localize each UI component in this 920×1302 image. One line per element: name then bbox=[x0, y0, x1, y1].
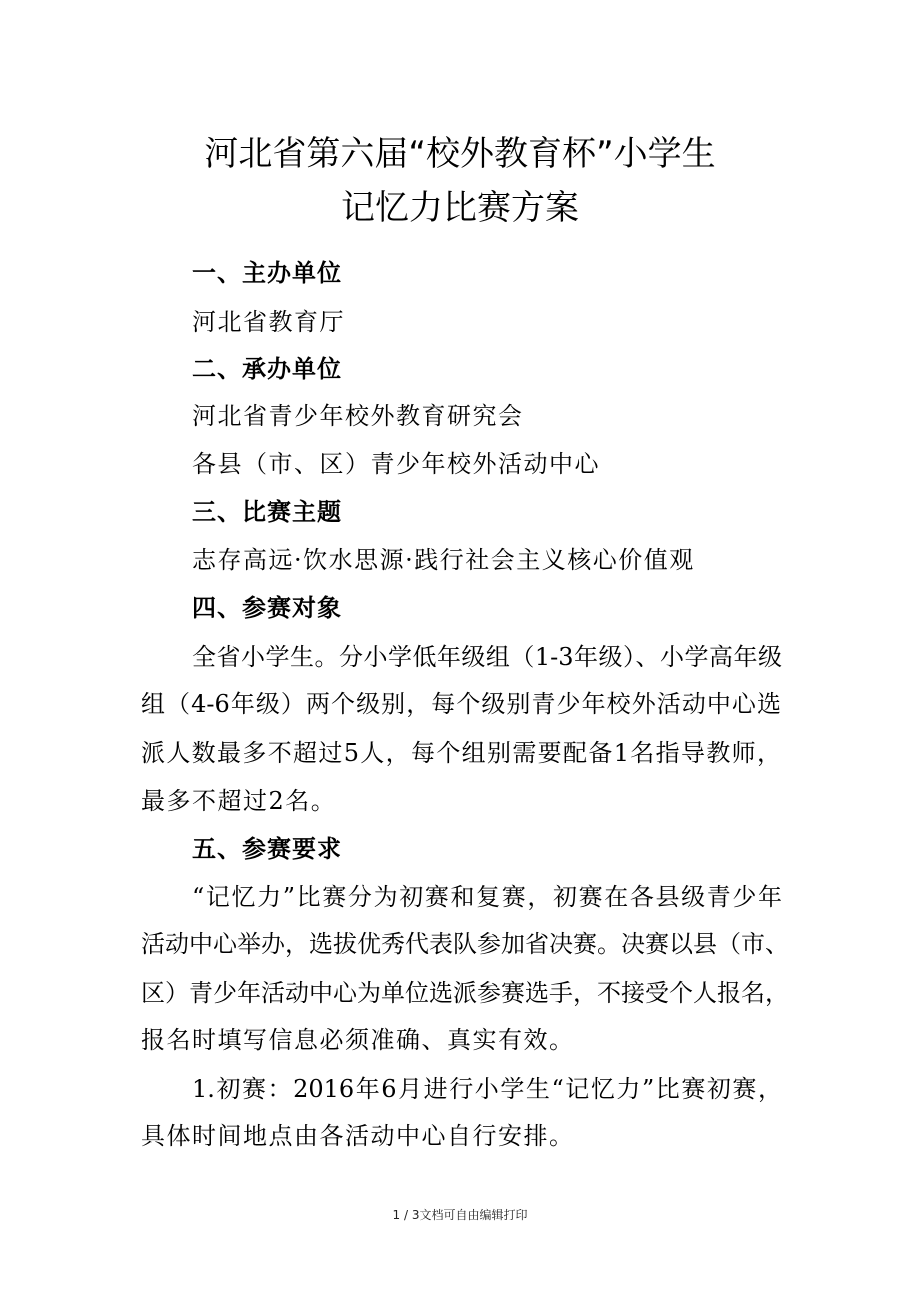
requirements-text-3: 区）青少年活动中心为单位选派参赛选手，不接受个人报名， bbox=[141, 979, 789, 1007]
co-organizer-text-2: 各县（市、区）青少年校外活动中心 bbox=[192, 450, 600, 478]
preliminary-item-text-1: 1.初赛：2016年6月进行小学生“记忆力”比赛初赛， bbox=[192, 1075, 782, 1103]
co-organizer-text-1: 河北省青少年校外教育研究会 bbox=[192, 402, 524, 430]
page-footer: 1 / 3文档可自由编辑打印 bbox=[392, 1208, 528, 1222]
section-heading-participants: 四、参赛对象 bbox=[192, 594, 342, 622]
section-heading-organizer: 一、主办单位 bbox=[192, 259, 342, 287]
preliminary-item-text-2: 具体时间地点由各活动中心自行安排。 bbox=[141, 1122, 575, 1150]
document-title-line-1: 河北省第六届“校外教育杯”小学生 bbox=[204, 134, 716, 174]
requirements-text-4: 报名时填写信息必须准确、真实有效。 bbox=[141, 1026, 575, 1054]
participants-text-2: 组（4-6年级）两个级别，每个级别青少年校外活动中心选 bbox=[141, 690, 781, 718]
requirements-text-1: “记忆力”比赛分为初赛和复赛，初赛在各县级青少年 bbox=[192, 883, 782, 911]
organizer-text: 河北省教育厅 bbox=[192, 308, 345, 336]
participants-text-3: 派人数最多不超过5人，每个组别需要配备1名指导教师， bbox=[141, 739, 781, 767]
participants-text-4: 最多不超过2名。 bbox=[141, 787, 337, 815]
section-heading-co-organizer: 二、承办单位 bbox=[192, 355, 342, 383]
section-heading-requirements: 五、参赛要求 bbox=[192, 835, 342, 863]
section-heading-theme: 三、比赛主题 bbox=[192, 498, 342, 526]
participants-text-1: 全省小学生。分小学低年级组（1-3年级）、小学高年级 bbox=[192, 643, 782, 671]
theme-text: 志存高远·饮水思源·践行社会主义核心价值观 bbox=[192, 546, 695, 574]
requirements-text-2: 活动中心举办，选拔优秀代表队参加省决赛。决赛以县（市、 bbox=[141, 930, 789, 958]
document-title-line-2: 记忆力比赛方案 bbox=[341, 188, 579, 228]
